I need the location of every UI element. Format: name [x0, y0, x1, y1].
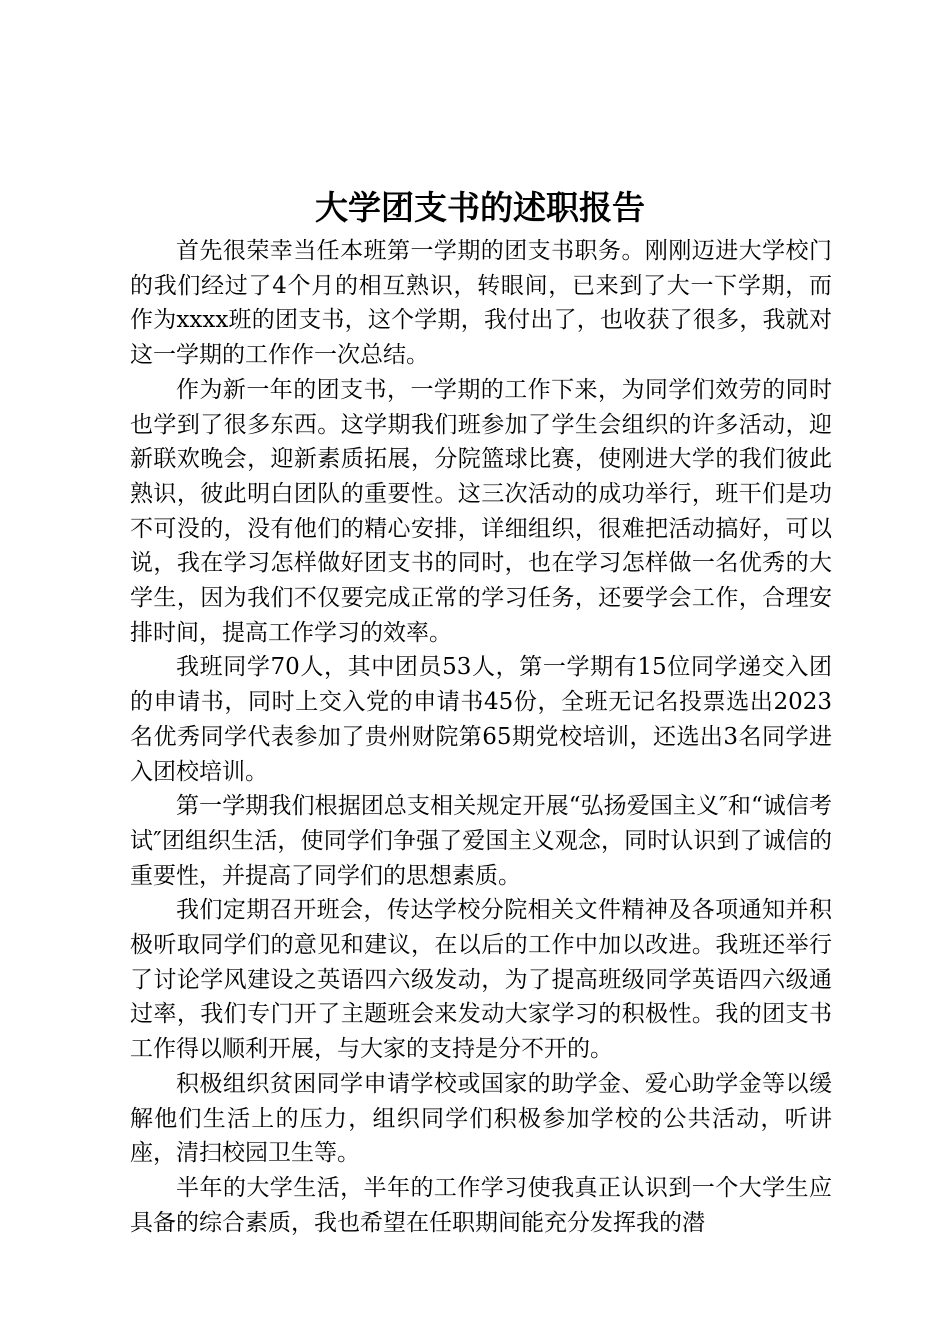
paragraph: 首先很荣幸当任本班第一学期的团支书职务。刚刚迈进大学校门的我们经过了4个月的相互熟识，转眼间，已来到了大一下学期，而作为xxxx班的团支书，这个学期，我付出了，也收获了很多，我就对这一学期的工作作一次总结。: [130, 238, 832, 369]
paragraph: 作为新一年的团支书，一学期的工作下来，为同学们效劳的同时也学到了很多东西。这学期我们班参加了学生会组织的许多活动，迎新联欢晚会，迎新素质拓展，分院篮球比赛，使刚进大学的我们彼此熟识，彼此明白团队的重要性。这三次活动的成功举行，班干们是功不可没的，没有他们的精心安排，详细组织，很难把活动搞好，可以说，我在学习怎样做好团支书的同时，也在学习怎样做一名优秀的大学生，因为我们不仅要完成正常的学习任务，还要学会工作，合理安排时间，提高工作学习的效率。: [130, 376, 832, 646]
document-title: 大学团支书的述职报告: [315, 188, 645, 227]
paragraph: 我们定期召开班会，传达学校分院相关文件精神及各项通知并积极听取同学们的意见和建议，在以后的工作中加以改进。我班还举行了讨论学风建设之英语四六级发动，为了提高班级同学英语四六级通过率，我们专门开了主题班会来发动大家学习的积极性。我的团支书工作得以顺利开展，与大家的支持是分不开的。: [130, 897, 832, 1063]
paragraph: 我班同学70人，其中团员53人，第一学期有15位同学递交入团的申请书，同时上交入党的申请书45份，全班无记名投票选出2023名优秀同学代表参加了贵州财院第65期党校培训，还选出3名同学进入团校培训。: [130, 654, 832, 785]
document-body: [130, 234, 832, 1240]
paragraph: 半年的大学生活，半年的工作学习使我真正认识到一个大学生应具备的综合素质，我也希望在任职期间能充分发挥我的潜: [130, 1174, 832, 1236]
paragraph: 积极组织贫困同学申请学校或国家的助学金、爱心助学金等以缓解他们生活上的压力，组织同学们积极参加学校的公共活动，听讲座，清扫校园卫生等。: [130, 1070, 832, 1167]
paragraph: 第一学期我们根据团总支相关规定开展“弘扬爱国主义″和“诚信考试″团组织生活，使同学们争强了爱国主义观念，同时认识到了诚信的重要性，并提高了同学们的思想素质。: [130, 793, 832, 889]
